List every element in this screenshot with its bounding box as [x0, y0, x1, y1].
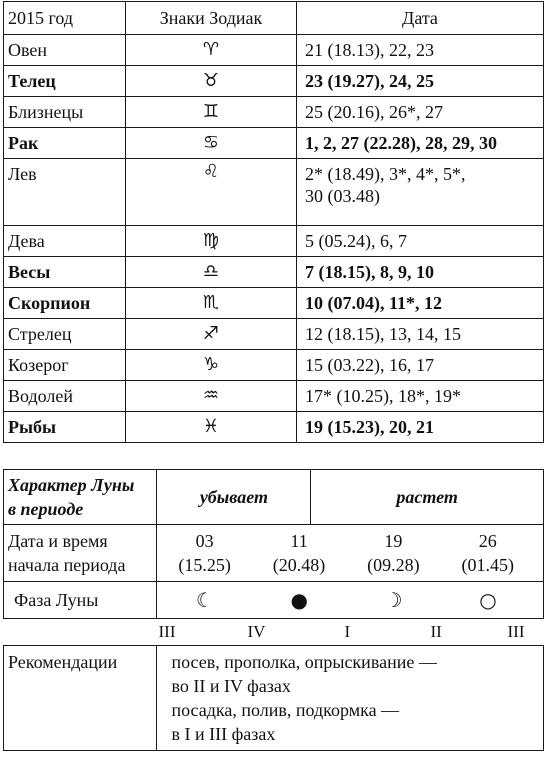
sign-dates: 19 (15.23), 20, 21	[297, 412, 544, 443]
period-day: 19	[384, 531, 403, 551]
sign-dates: 21 (18.13), 22, 23	[297, 35, 544, 66]
sign-name: Близнецы	[4, 97, 126, 128]
sign-dates-line: 30 (03.48)	[305, 186, 380, 206]
zodiac-header-row	[4, 2, 544, 35]
moon-character-label-line: в периоде	[8, 499, 84, 519]
phase-number: II	[430, 622, 442, 641]
period-item	[367, 529, 420, 577]
period-time: (01.45)	[461, 555, 515, 575]
period-time: (20.48)	[272, 555, 326, 575]
sign-name: Овен	[4, 35, 126, 66]
period-time: (09.28)	[367, 555, 420, 575]
sign-dates: 10 (07.04), 11*, 12	[297, 288, 544, 319]
period-start-label	[4, 525, 157, 582]
moon-character-row	[4, 470, 544, 525]
recommendations-text	[157, 646, 544, 751]
sign-dates: 12 (18.15), 13, 14, 15	[297, 319, 544, 350]
leo-icon: ♌︎	[126, 159, 297, 226]
sign-dates: 5 (05.24), 6, 7	[297, 226, 544, 257]
table-row	[4, 319, 544, 350]
sign-name: Лев	[4, 159, 126, 226]
period-day: 03	[195, 531, 214, 551]
period-day: 11	[290, 531, 308, 551]
sign-name: Дева	[4, 226, 126, 257]
table-row	[4, 66, 544, 97]
sign-name: Рыбы	[4, 412, 126, 443]
gemini-icon: ♊︎	[126, 97, 297, 128]
period-start-row	[4, 525, 544, 582]
table-row	[4, 35, 544, 66]
taurus-icon: ♉︎	[126, 66, 297, 97]
new-moon-icon: ●	[290, 588, 308, 612]
sign-dates	[297, 159, 544, 226]
table-row	[4, 128, 544, 159]
phase-number: I	[344, 622, 351, 641]
waxing-label: растет	[311, 470, 544, 525]
moon-phase-row	[4, 582, 544, 619]
capricorn-icon: ♑︎	[126, 350, 297, 381]
table-row	[4, 159, 544, 226]
table-row	[4, 226, 544, 257]
recommendations-row	[4, 646, 544, 751]
recommendation-line: в I и III фазах	[171, 724, 276, 744]
period-start-label-line: начала периода	[8, 555, 126, 575]
moon-character-label-line: Характер Луны	[8, 475, 135, 495]
recommendations-label: Рекомендации	[4, 646, 157, 751]
aquarius-icon: ♒︎	[126, 381, 297, 412]
libra-icon: ♎︎	[126, 257, 297, 288]
sign-dates: 25 (20.16), 26*, 27	[297, 97, 544, 128]
table-row	[4, 350, 544, 381]
moon-phase-label: Фаза Луны	[4, 582, 157, 619]
table-row	[4, 257, 544, 288]
sign-dates: 15 (03.22), 16, 17	[297, 350, 544, 381]
table-row	[4, 97, 544, 128]
zodiac-table	[3, 1, 544, 443]
period-day: 26	[478, 531, 497, 551]
moon-phase-icons	[157, 582, 544, 619]
sign-name: Телец	[4, 66, 126, 97]
cancer-icon: ♋︎	[126, 128, 297, 159]
last-quarter-moon-icon: ☾	[195, 588, 214, 612]
sagittarius-icon: ♐︎	[126, 319, 297, 350]
phase-number: III	[507, 622, 525, 641]
sign-dates: 1, 2, 27 (22.28), 28, 29, 30	[297, 128, 544, 159]
phase-number: IV	[247, 622, 266, 641]
sign-name: Водолей	[4, 381, 126, 412]
sign-dates: 23 (19.27), 24, 25	[297, 66, 544, 97]
scorpio-icon: ♏︎	[126, 288, 297, 319]
virgo-icon: ♍︎	[126, 226, 297, 257]
sign-name: Козерог	[4, 350, 126, 381]
waning-label: убывает	[157, 470, 311, 525]
sign-dates: 17* (10.25), 18*, 19*	[297, 381, 544, 412]
period-item	[178, 529, 231, 577]
recommendation-line: во II и IV фазах	[171, 676, 291, 696]
table-row	[4, 412, 544, 443]
table-row	[4, 381, 544, 412]
full-moon-icon: ○	[479, 588, 497, 612]
sign-name: Рак	[4, 128, 126, 159]
phase-number: III	[158, 622, 176, 641]
recommendation-line: посев, прополка, опрыскивание —	[171, 652, 437, 672]
sign-name: Весы	[4, 257, 126, 288]
first-quarter-moon-icon: ☽	[384, 588, 403, 612]
phase-numbers	[4, 619, 544, 646]
period-item	[273, 529, 326, 577]
period-time: (15.25)	[178, 555, 231, 575]
phase-numbers-row	[4, 619, 544, 646]
period-start-label-line: Дата и время	[8, 531, 108, 551]
period-start-values	[157, 525, 544, 582]
moon-phase-table	[3, 469, 544, 751]
header-date: Дата	[297, 2, 544, 35]
period-item	[462, 529, 515, 577]
moon-character-label	[4, 470, 157, 525]
header-year: 2015 год	[4, 2, 126, 35]
header-sign: Знаки Зодиак	[126, 2, 297, 35]
sign-name: Стрелец	[4, 319, 126, 350]
sign-name: Скорпион	[4, 288, 126, 319]
recommendation-line: посадка, полив, подкормка —	[171, 700, 400, 720]
sign-dates: 7 (18.15), 8, 9, 10	[297, 257, 544, 288]
aries-icon: ♈︎	[126, 35, 297, 66]
pisces-icon: ♓︎	[126, 412, 297, 443]
sign-dates-line: 2* (18.49), 3*, 4*, 5*,	[305, 164, 466, 184]
table-row	[4, 288, 544, 319]
